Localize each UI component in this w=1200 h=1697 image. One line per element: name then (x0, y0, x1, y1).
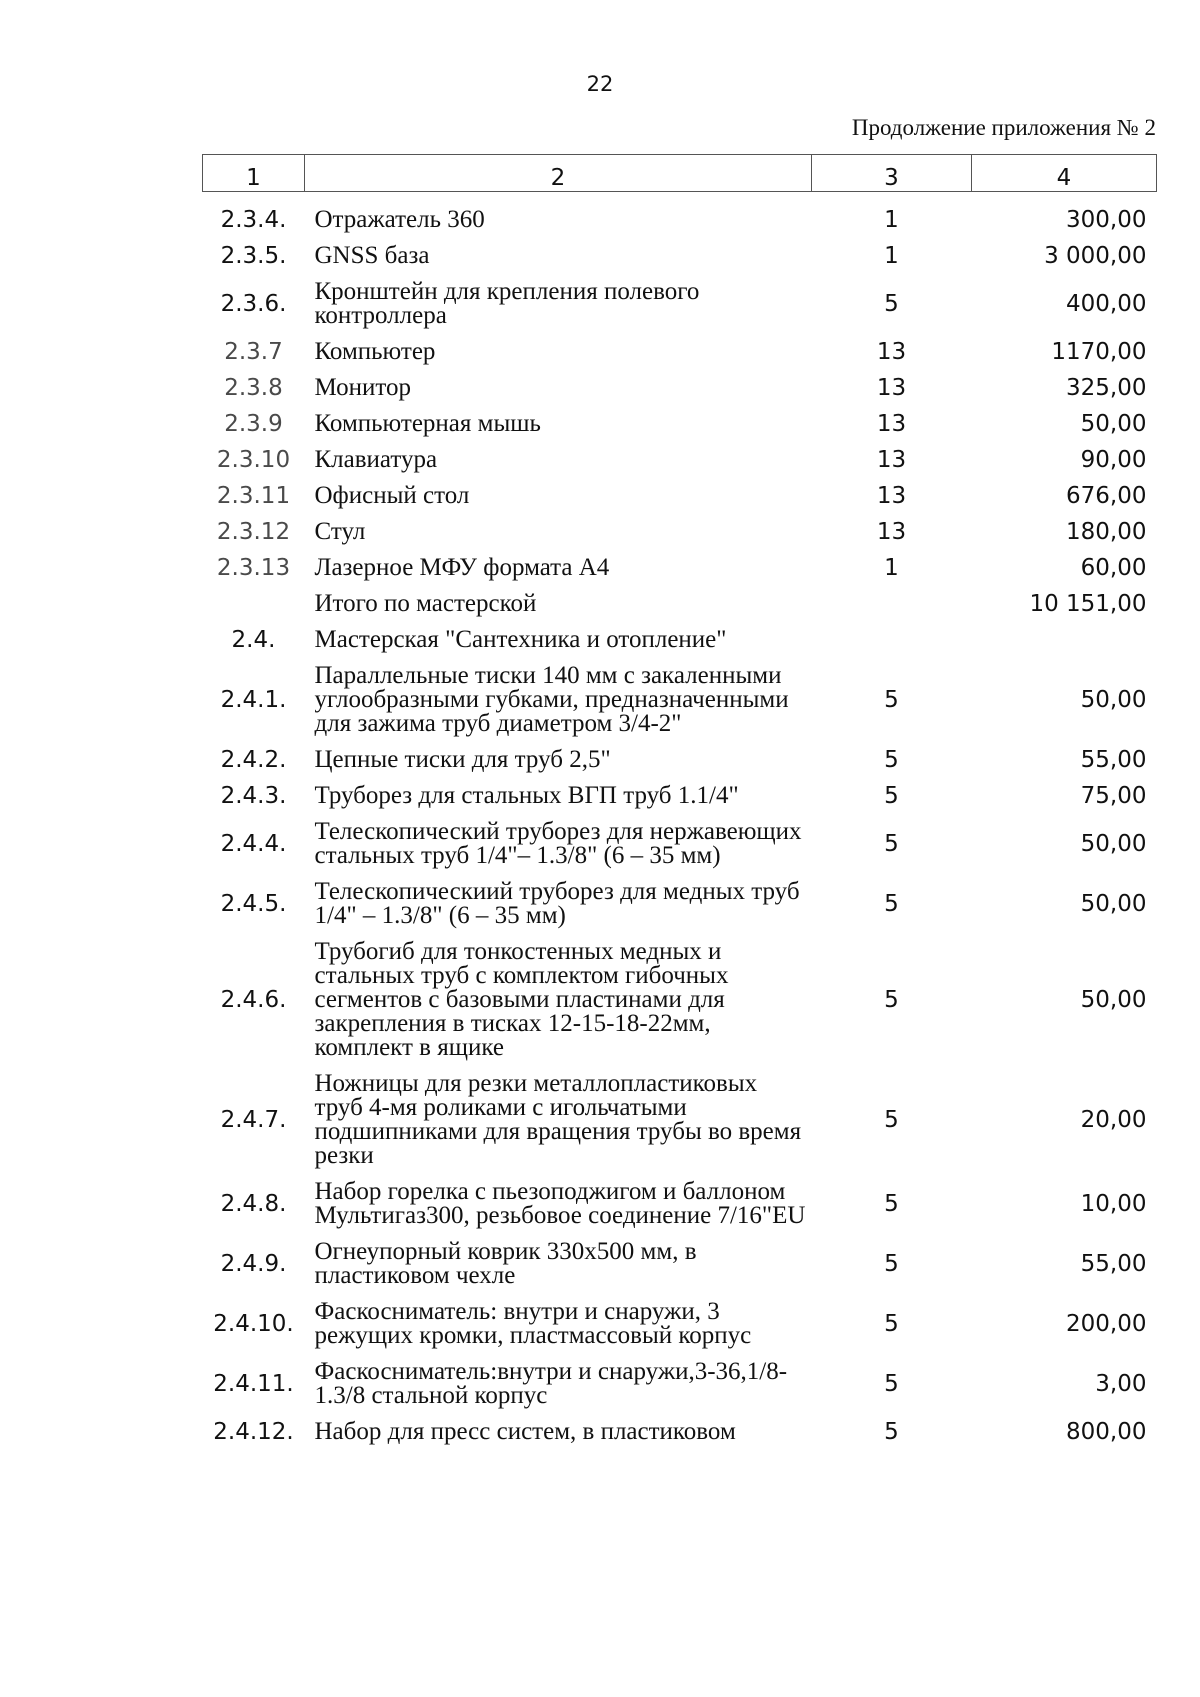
table-row (203, 238, 1157, 274)
table-body (203, 192, 1157, 1451)
item-name: Набор для пресс систем, в пластиковом (314, 1418, 736, 1445)
item-quantity: 5 (884, 987, 899, 1013)
item-number: 2.4.1. (220, 687, 287, 713)
item-quantity (812, 622, 972, 658)
item-name: Стул (314, 518, 366, 545)
item-quantity: 13 (876, 375, 907, 401)
item-number: 2.3.5. (220, 243, 287, 269)
table-row (203, 1294, 1157, 1354)
item-quantity: 13 (876, 339, 907, 365)
item-number: 2.3.9 (224, 411, 283, 437)
item-name: Параллельные тиски 140 мм с закаленными углообразными губками, предназначенными для зажима труб диаметром 3/4-2" (314, 662, 789, 737)
item-quantity: 5 (884, 1311, 899, 1337)
item-price: 3 000,00 (1044, 243, 1147, 269)
item-name: Телескопический труборез для нержавеющих стальных труб 1/4"– 1.3/8" (6 – 35 мм) (314, 818, 802, 869)
table-row (203, 406, 1157, 442)
item-number: 2.4.8. (220, 1191, 287, 1217)
item-number: 2.3.8 (224, 375, 283, 401)
item-name: Компьютерная мышь (314, 410, 541, 437)
item-number: 2.4.10. (213, 1311, 294, 1337)
item-name: Клавиатура (314, 446, 438, 473)
item-name: GNSS база (314, 242, 430, 269)
item-quantity: 1 (884, 207, 899, 233)
table-row (203, 814, 1157, 874)
table-row (203, 622, 1157, 658)
item-quantity: 1 (884, 555, 899, 581)
item-price: 800,00 (1066, 1419, 1147, 1445)
item-price: 676,00 (1066, 483, 1147, 509)
item-price: 50,00 (1080, 687, 1147, 713)
item-quantity: 1 (884, 243, 899, 269)
item-price: 200,00 (1066, 1311, 1147, 1337)
item-number (203, 586, 305, 622)
item-price: 300,00 (1066, 207, 1147, 233)
item-name: Цепные тиски для труб 2,5" (314, 746, 611, 773)
item-price: 20,00 (1080, 1107, 1147, 1133)
table-row (203, 1354, 1157, 1414)
item-price: 10 151,00 (1029, 591, 1147, 617)
header-cell-4: 4 (972, 155, 1157, 192)
item-price: 55,00 (1080, 1251, 1147, 1277)
item-quantity: 5 (884, 1251, 899, 1277)
item-quantity: 5 (884, 1371, 899, 1397)
item-name: Труборез для стальных ВГП труб 1.1/4" (314, 782, 739, 809)
equipment-table (202, 154, 1157, 1450)
item-name: Телескопическиий труборез для медных труб 1/4" – 1.3/8" (6 – 35 мм) (314, 878, 800, 929)
item-quantity: 5 (884, 747, 899, 773)
item-quantity: 5 (884, 687, 899, 713)
item-number: 2.4.5. (220, 891, 287, 917)
item-price: 180,00 (1066, 519, 1147, 545)
item-quantity: 5 (884, 891, 899, 917)
item-quantity: 13 (876, 447, 907, 473)
table-row (203, 658, 1157, 742)
table-row (203, 1174, 1157, 1234)
item-name: Лазерное МФУ формата А4 (314, 554, 610, 581)
item-price: 60,00 (1080, 555, 1147, 581)
item-price: 50,00 (1080, 987, 1147, 1013)
table-row (203, 514, 1157, 550)
item-number: 2.3.6. (220, 291, 287, 317)
item-quantity: 5 (884, 831, 899, 857)
header-cell-1: 1 (203, 155, 305, 192)
item-number: 2.4.12. (213, 1419, 294, 1445)
table-row (203, 1414, 1157, 1450)
item-number: 2.3.10 (216, 447, 291, 473)
table-row (203, 874, 1157, 934)
item-price: 55,00 (1080, 747, 1147, 773)
item-quantity: 5 (884, 1191, 899, 1217)
item-name: Фаскосниматель:внутри и снаружи,3-36,1/8-1.3/8 стальной корпус (314, 1358, 788, 1409)
item-name: Ножницы для резки металлопластиковых труб 4-мя роликами с игольчатыми подшипниками для вращения трубы во время резки (314, 1070, 802, 1169)
table-row (203, 934, 1157, 1066)
table-row (203, 586, 1157, 622)
item-number: 2.4.3. (220, 783, 287, 809)
table-row (203, 334, 1157, 370)
header-cell-3: 3 (812, 155, 972, 192)
item-price: 50,00 (1080, 831, 1147, 857)
page-number: 22 (586, 72, 614, 96)
item-quantity: 13 (876, 411, 907, 437)
header-cell-2: 2 (305, 155, 812, 192)
item-number: 2.4.2. (220, 747, 287, 773)
item-name: Трубогиб для тонкостенных медных и стальных труб с комплектом гибочных сегментов с базовыми пластинами для закрепления в тисках 12-15-18-22мм, комплект в ящике (314, 938, 729, 1061)
item-price: 3,00 (1095, 1371, 1147, 1397)
item-name: Мастерская "Сантехника и отопление" (314, 626, 727, 653)
table-row (203, 1066, 1157, 1174)
item-price: 50,00 (1080, 891, 1147, 917)
item-number: 2.3.13 (216, 555, 291, 581)
item-quantity: 13 (876, 519, 907, 545)
table-row (203, 778, 1157, 814)
table-row (203, 370, 1157, 406)
item-price: 325,00 (1066, 375, 1147, 401)
item-quantity: 5 (884, 291, 899, 317)
item-quantity (812, 586, 972, 622)
item-price: 10,00 (1080, 1191, 1147, 1217)
table-row (203, 442, 1157, 478)
item-number: 2.3.7 (224, 339, 283, 365)
item-number: 2.3.12 (216, 519, 291, 545)
item-price (972, 622, 1157, 658)
item-name: Фаскосниматель: внутри и снаружи, 3 режущих кромки, пластмассовый корпус (314, 1298, 752, 1349)
table-row (203, 478, 1157, 514)
item-number: 2.3.4. (220, 207, 287, 233)
item-quantity: 5 (884, 783, 899, 809)
continuation-note: Продолжение приложения № 2 (851, 115, 1156, 140)
item-price: 400,00 (1066, 291, 1147, 317)
table-header-row (203, 155, 1157, 192)
item-number: 2.4. (231, 627, 276, 653)
table-row (203, 1234, 1157, 1294)
table-row (203, 202, 1157, 238)
item-number: 2.3.11 (216, 483, 291, 509)
table-row (203, 742, 1157, 778)
item-name: Офисный стол (314, 482, 470, 509)
item-quantity: 13 (876, 483, 907, 509)
item-name: Отражатель 360 (314, 206, 485, 233)
item-name: Итого по мастерской (314, 590, 537, 617)
item-price: 90,00 (1080, 447, 1147, 473)
item-name: Компьютер (314, 338, 436, 365)
item-number: 2.4.4. (220, 831, 287, 857)
item-name: Набор горелка с пьезоподжигом и баллоном Мультигаз300, резьбовое соединение 7/16"EU (314, 1178, 806, 1229)
item-number: 2.4.6. (220, 987, 287, 1013)
item-price: 50,00 (1080, 411, 1147, 437)
item-quantity: 5 (884, 1419, 899, 1445)
item-price: 1170,00 (1051, 339, 1147, 365)
item-name: Монитор (314, 374, 411, 401)
table-row (203, 550, 1157, 586)
item-price: 75,00 (1080, 783, 1147, 809)
item-number: 2.4.11. (213, 1371, 294, 1397)
item-number: 2.4.7. (220, 1107, 287, 1133)
table-row (203, 274, 1157, 334)
item-number: 2.4.9. (220, 1251, 287, 1277)
item-name: Кронштейн для крепления полевого контроллера (314, 278, 700, 329)
item-name: Огнеупорный коврик 330х500 мм, в пластиковом чехле (314, 1238, 697, 1289)
item-quantity: 5 (884, 1107, 899, 1133)
